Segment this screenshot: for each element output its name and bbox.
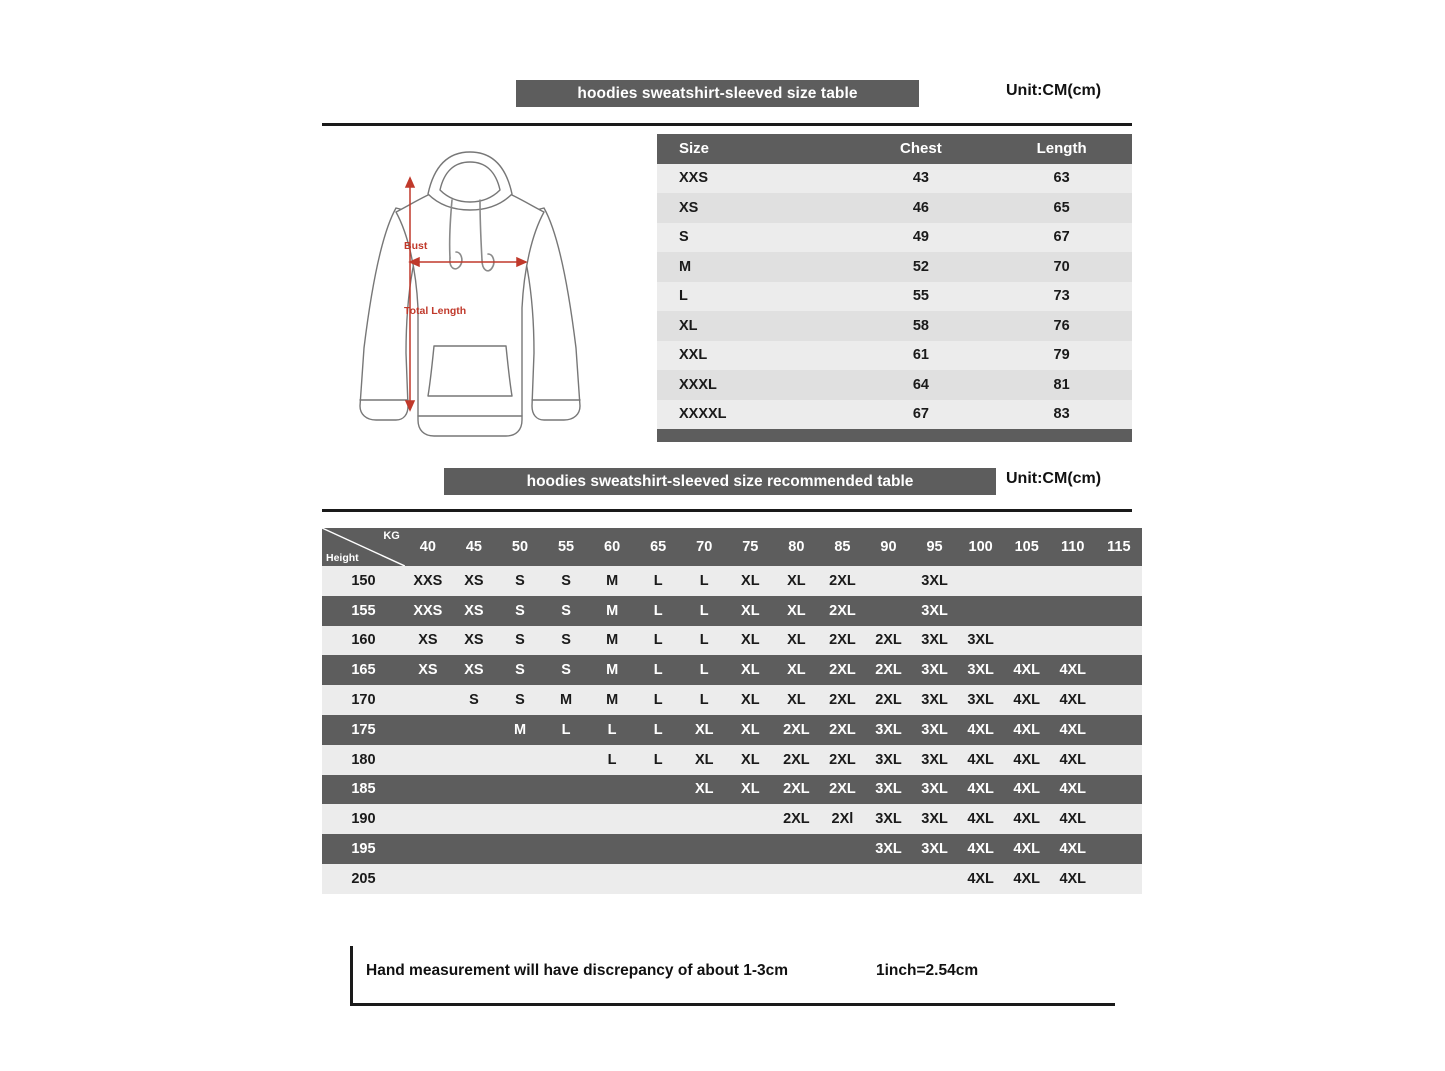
length-col-header: Length (991, 134, 1132, 164)
row-height: 150 (351, 572, 376, 589)
cell: 4XL (1013, 721, 1040, 738)
cell: 3XL (875, 751, 902, 768)
cell: L (699, 572, 709, 589)
cell (1004, 566, 1050, 596)
cell (1004, 596, 1050, 626)
cell (1096, 864, 1142, 894)
size-table-footer-bar (657, 429, 1132, 442)
weight-header-115: 115 (1107, 539, 1131, 555)
cell: XS (464, 632, 484, 649)
cell (727, 804, 773, 834)
cell: XS (418, 632, 438, 649)
row-height: 160 (351, 632, 376, 649)
cell: 3XL (921, 751, 948, 768)
cell-length: 67 (1053, 229, 1070, 246)
size-col-header: Size (657, 134, 851, 164)
cell-length: 63 (1053, 170, 1070, 187)
cell: 4XL (967, 781, 994, 798)
cell: L (607, 751, 617, 768)
section-one-title: hoodies sweatshirt-sleeved size table (516, 80, 919, 107)
cell: 3XL (921, 721, 948, 738)
weight-header-70: 70 (696, 539, 713, 555)
cell: 2XL (783, 751, 810, 768)
cell (635, 834, 681, 864)
cell (865, 864, 911, 894)
cell-chest: 43 (912, 170, 929, 187)
size-table-header-row (657, 134, 1132, 164)
cell: 4XL (1013, 692, 1040, 709)
cell-chest: 61 (912, 347, 929, 364)
cell: XL (787, 602, 806, 619)
section-one-unit: Unit:CM(cm) (1006, 82, 1102, 99)
cell: 3XL (875, 811, 902, 828)
weight-header-100: 100 (968, 539, 993, 555)
cell: 3XL (921, 662, 948, 679)
cell (543, 745, 589, 775)
axis-corner-cell (322, 528, 405, 566)
cell: L (653, 572, 663, 589)
cell: 2XL (829, 662, 856, 679)
cell (405, 715, 451, 745)
row-height: 205 (351, 870, 376, 887)
cell: 4XL (1013, 751, 1040, 768)
cell (1096, 566, 1142, 596)
cell-size: XXXL (679, 376, 717, 393)
cell (1050, 566, 1096, 596)
cell: L (653, 751, 663, 768)
weight-axis-label: KG (383, 530, 400, 542)
cell (405, 775, 451, 805)
cell: 3XL (921, 781, 948, 798)
cell: 3XL (921, 692, 948, 709)
cell-size: XXS (679, 170, 709, 187)
cell: 2XL (829, 632, 856, 649)
cell: 4XL (1059, 841, 1087, 858)
row-height: 190 (351, 811, 376, 828)
cell: S (515, 632, 525, 649)
cell: L (699, 632, 709, 649)
row-height: 180 (351, 751, 376, 768)
cell: XL (741, 721, 760, 738)
cell: S (561, 662, 571, 679)
cell (912, 864, 958, 894)
cell-chest: 58 (912, 317, 929, 334)
cell (635, 864, 681, 894)
cell (543, 804, 589, 834)
cell-length: 70 (1053, 258, 1070, 275)
footer-bottom-rule (350, 1003, 1115, 1006)
cell (451, 804, 497, 834)
cell: S (515, 692, 525, 709)
row-height: 155 (351, 602, 376, 619)
cell-size: S (679, 229, 689, 246)
unit-conversion-note: 1inch=2.54cm (876, 962, 979, 979)
cell: XL (787, 692, 806, 709)
cell: XL (741, 751, 760, 768)
cell: 4XL (1013, 870, 1040, 887)
cell: 4XL (1013, 662, 1040, 679)
cell: 2Xl (831, 811, 854, 828)
hoodie-icon (330, 138, 630, 448)
cell (497, 745, 543, 775)
weight-header-110: 110 (1061, 539, 1085, 555)
cell (1096, 626, 1142, 656)
divider-top (322, 123, 1132, 126)
cell-chest: 46 (912, 199, 929, 216)
table-row (322, 775, 1142, 805)
cell: XXS (413, 572, 443, 589)
cell: 4XL (1059, 811, 1087, 828)
weight-header-60: 60 (604, 539, 621, 555)
table-row (322, 685, 1142, 715)
cell (1096, 775, 1142, 805)
cell (543, 775, 589, 805)
cell: 3XL (967, 692, 994, 709)
cell (451, 745, 497, 775)
cell (1096, 804, 1142, 834)
table-row (657, 164, 1132, 194)
cell: 4XL (1059, 721, 1087, 738)
cell: M (606, 602, 619, 619)
cell: 4XL (1059, 692, 1087, 709)
weight-header-105: 105 (1014, 539, 1039, 555)
cell: S (561, 632, 571, 649)
section-two-unit: Unit:CM(cm) (1006, 470, 1102, 487)
cell: L (561, 721, 571, 738)
section-one-header (322, 80, 1132, 112)
cell: XS (464, 572, 484, 589)
cell: L (699, 662, 709, 679)
cell: 3XL (921, 811, 948, 828)
cell (1096, 834, 1142, 864)
row-height: 170 (351, 692, 376, 709)
table-row (657, 400, 1132, 430)
cell (773, 834, 819, 864)
cell (589, 804, 635, 834)
cell: M (606, 662, 619, 679)
cell (635, 775, 681, 805)
cell: XS (418, 662, 438, 679)
cell: L (699, 602, 709, 619)
cell: 3XL (921, 632, 948, 649)
cell (451, 864, 497, 894)
cell-chest: 64 (912, 376, 929, 393)
cell-size: XL (679, 317, 698, 334)
table-row (657, 252, 1132, 282)
cell (451, 775, 497, 805)
table-row (322, 655, 1142, 685)
cell (958, 596, 1004, 626)
measurement-note: Hand measurement will have discrepancy of about 1-3cm (366, 962, 789, 979)
cell: 4XL (1059, 751, 1087, 768)
cell-chest: 52 (912, 258, 929, 275)
cell: S (515, 602, 525, 619)
size-table-body (657, 164, 1132, 430)
cell (773, 864, 819, 894)
cell: 2XL (829, 751, 856, 768)
cell: 3XL (875, 781, 902, 798)
weight-header-65: 65 (650, 539, 667, 555)
cell-chest: 49 (912, 229, 929, 246)
cell: 3XL (921, 572, 948, 589)
table-row (657, 282, 1132, 312)
cell: 2XL (829, 781, 856, 798)
cell-size: L (679, 288, 688, 305)
chest-col-header: Chest (851, 134, 992, 164)
table-row (322, 566, 1142, 596)
cell: XL (741, 602, 760, 619)
cell: XL (694, 751, 714, 768)
row-height: 175 (351, 721, 376, 738)
cell: 4XL (1013, 781, 1040, 798)
cell (727, 864, 773, 894)
cell (681, 864, 727, 894)
cell: L (653, 721, 663, 738)
cell (497, 775, 543, 805)
table-row (322, 745, 1142, 775)
section-two-title: hoodies sweatshirt-sleeved size recommended table (444, 468, 996, 495)
cell: 2XL (783, 721, 810, 738)
cell: 2XL (875, 632, 902, 649)
cell (1096, 745, 1142, 775)
cell (819, 864, 865, 894)
cell (635, 804, 681, 834)
cell (451, 715, 497, 745)
cell: 4XL (967, 870, 994, 887)
cell (405, 745, 451, 775)
cell: 2XL (875, 662, 902, 679)
cell (589, 775, 635, 805)
cell-size: XS (679, 199, 699, 216)
recommended-table-head (322, 528, 1142, 566)
section-two-header (322, 468, 1132, 500)
cell: 2XL (829, 572, 856, 589)
bust-measure-label: Bust (404, 240, 428, 252)
cell (589, 834, 635, 864)
cell (497, 804, 543, 834)
cell: XL (694, 781, 714, 798)
cell: XL (787, 632, 806, 649)
cell: 4XL (967, 721, 994, 738)
cell: 4XL (1059, 781, 1087, 798)
cell: 3XL (967, 662, 994, 679)
weight-header-85: 85 (834, 539, 851, 555)
cell: 4XL (1059, 662, 1087, 679)
row-height: 195 (351, 841, 376, 858)
cell: XL (741, 662, 760, 679)
cell-length: 79 (1053, 347, 1070, 364)
cell (497, 864, 543, 894)
cell: XXS (413, 602, 443, 619)
cell: M (606, 632, 619, 649)
cell: 2XL (829, 602, 856, 619)
cell-length: 65 (1053, 199, 1070, 216)
cell (1096, 655, 1142, 685)
cell: 4XL (1013, 841, 1040, 858)
row-height: 165 (351, 662, 376, 679)
cell: 3XL (921, 841, 948, 858)
cell: 2XL (875, 692, 902, 709)
cell (1050, 596, 1096, 626)
cell-length: 83 (1053, 406, 1070, 423)
cell (497, 834, 543, 864)
cell (1004, 626, 1050, 656)
recommended-size-table (322, 528, 1142, 894)
cell: 2XL (783, 781, 810, 798)
cell: M (560, 692, 573, 709)
cell: XL (787, 662, 806, 679)
cell-chest: 67 (912, 406, 929, 423)
cell: L (653, 632, 663, 649)
cell: 3XL (875, 841, 902, 858)
table-row (322, 864, 1142, 894)
cell-chest: 55 (912, 288, 929, 305)
cell (405, 864, 451, 894)
table-row (657, 193, 1132, 223)
weight-header-90: 90 (880, 539, 897, 555)
table-row (322, 626, 1142, 656)
table-row (322, 834, 1142, 864)
cell (727, 834, 773, 864)
cell: S (561, 572, 571, 589)
cell (543, 834, 589, 864)
cell (1096, 715, 1142, 745)
weight-header-55: 55 (557, 539, 575, 555)
table-row (657, 370, 1132, 400)
cell (1050, 626, 1096, 656)
weight-header-50: 50 (511, 539, 529, 555)
cell: XL (741, 781, 760, 798)
row-height: 185 (351, 781, 376, 798)
cell: XL (787, 572, 806, 589)
cell (865, 596, 911, 626)
cell: L (607, 721, 617, 738)
cell (819, 834, 865, 864)
divider-middle (322, 509, 1132, 512)
cell-length: 81 (1053, 376, 1070, 393)
cell: XS (464, 602, 484, 619)
cell: 3XL (921, 602, 948, 619)
cell-length: 73 (1053, 288, 1070, 305)
cell (543, 864, 589, 894)
table-row (322, 596, 1142, 626)
cell: S (561, 602, 571, 619)
weight-header-40: 40 (419, 539, 436, 555)
cell: S (469, 692, 479, 709)
table-row (657, 341, 1132, 371)
weight-header-45: 45 (465, 539, 482, 555)
recommended-table-body (322, 566, 1142, 894)
cell: XS (464, 662, 484, 679)
cell: M (606, 572, 619, 589)
total-length-measure-label: Total Length (404, 305, 467, 317)
cell: M (513, 721, 527, 738)
hoodie-illustration (330, 138, 630, 448)
cell: M (606, 692, 619, 709)
cell: 4XL (1013, 811, 1040, 828)
cell (1096, 596, 1142, 626)
cell (1096, 685, 1142, 715)
table-row (322, 715, 1142, 745)
cell: 2XL (783, 811, 810, 828)
cell (681, 804, 727, 834)
cell: L (653, 602, 663, 619)
cell: 2XL (829, 692, 856, 709)
cell-size: XXL (679, 347, 708, 364)
cell (451, 834, 497, 864)
cell-size: XXXXL (679, 406, 727, 423)
cell: L (699, 692, 709, 709)
cell: 2XL (829, 721, 856, 738)
cell: 4XL (1059, 870, 1087, 887)
cell (405, 834, 451, 864)
cell (405, 685, 451, 715)
cell: XL (741, 632, 760, 649)
weight-header-95: 95 (926, 539, 943, 555)
cell (681, 834, 727, 864)
table-row (322, 804, 1142, 834)
cell: XL (694, 721, 714, 738)
cell: 4XL (967, 841, 994, 858)
cell (958, 566, 1004, 596)
cell: 3XL (967, 632, 994, 649)
recommended-header-row (322, 528, 1142, 566)
weight-header-80: 80 (788, 539, 805, 555)
footer-left-rule (350, 946, 353, 1006)
size-table-head (657, 134, 1132, 164)
cell: L (653, 692, 663, 709)
cell-size: M (679, 258, 692, 275)
weight-header-75: 75 (742, 539, 759, 555)
height-axis-label: Height (326, 552, 359, 564)
cell: S (515, 572, 525, 589)
cell-length: 76 (1053, 317, 1070, 334)
cell: 4XL (967, 751, 994, 768)
cell: 4XL (967, 811, 994, 828)
cell: XL (741, 572, 760, 589)
cell (865, 566, 911, 596)
cell (589, 864, 635, 894)
cell: S (515, 662, 525, 679)
size-table (657, 134, 1132, 429)
cell: L (653, 662, 663, 679)
table-row (657, 223, 1132, 253)
cell: 3XL (875, 721, 902, 738)
cell (405, 804, 451, 834)
table-row (657, 311, 1132, 341)
cell: XL (741, 692, 760, 709)
